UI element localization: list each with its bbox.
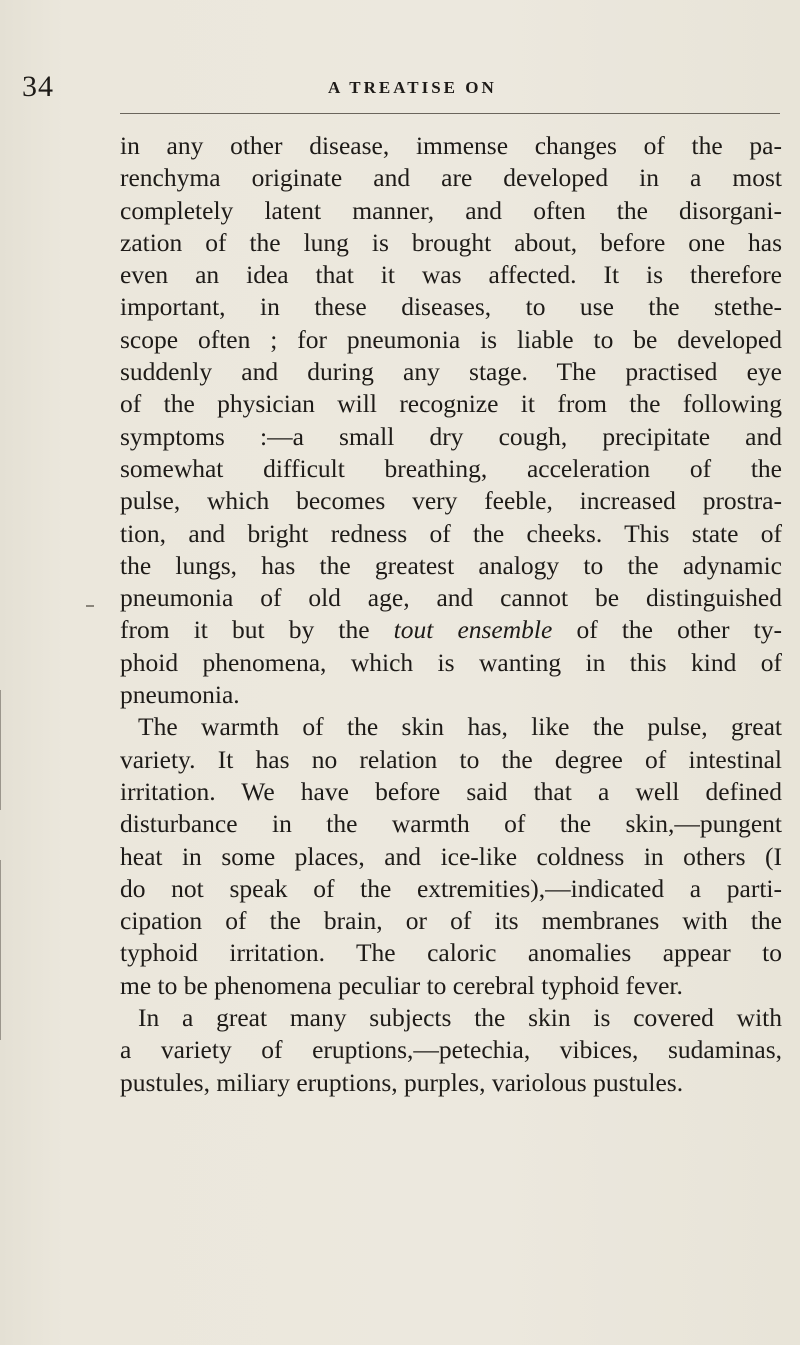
text-line: phoid phenomena, which is wanting in this kind of xyxy=(120,647,782,677)
text-line: variety. It has no relation to the degree of intestinal xyxy=(120,744,782,774)
text-line: suddenly and during any stage. The practised eye xyxy=(120,357,782,387)
text-line: pustules, miliary eruptions, purples, variolous pustules. xyxy=(120,1067,684,1097)
italic-phrase: tout ensemble xyxy=(393,615,553,645)
text-line: a variety of eruptions,—petechia, vibices, sudaminas, xyxy=(120,1035,782,1065)
text-line: scope often ; for pneumonia is liable to be developed xyxy=(120,324,782,354)
text-line: pulse, which becomes very feeble, increased prostra- xyxy=(120,486,782,516)
text-line: in any other disease, immense changes of the pa- xyxy=(120,131,782,160)
text-line: disturbance in the warmth of the skin,—pungent xyxy=(120,809,782,839)
page-edge-shadow xyxy=(0,860,1,1040)
text-segment: of the other ty- xyxy=(552,615,782,645)
running-head: A TREATISE ON xyxy=(328,78,497,97)
text-line: pneumonia of old age, and cannot be distinguished xyxy=(120,583,782,613)
text-line: completely latent manner, and often the disorgani- xyxy=(120,195,782,225)
text-segment: from it but by the xyxy=(120,615,394,645)
text-line: of the physician will recognize it from the following xyxy=(120,389,782,419)
text-line: zation of the lung is brought about, before one has xyxy=(120,227,782,257)
text-line: do not speak of the extremities),—indicated a parti- xyxy=(120,873,782,903)
text-line: renchyma originate and are developed in a most xyxy=(120,163,782,193)
text-line: important, in these diseases, to use the stethe- xyxy=(120,292,782,322)
page-number: 34 xyxy=(22,70,54,103)
text-line: me to be phenomena peculiar to cerebral typhoid fever. xyxy=(120,970,683,1000)
text-line: symptoms :—a small dry cough, precipitate and xyxy=(120,421,782,451)
text-line: heat in some places, and ice-like coldness in others (I xyxy=(120,841,782,871)
text-line: tion, and bright redness of the cheeks. This state of xyxy=(120,518,782,548)
margin-mark xyxy=(86,605,94,607)
text-line: typhoid irritation. The caloric anomalies appear to xyxy=(120,938,782,968)
text-line: even an idea that it was affected. It is therefore xyxy=(120,260,782,290)
text-line: the lungs, has the greatest analogy to the adynamic xyxy=(120,550,782,580)
paragraph-start: The warmth of the skin has, like the pulse, great xyxy=(138,712,782,742)
body-text xyxy=(120,130,782,1099)
text-line xyxy=(120,614,782,646)
page-edge-shadow xyxy=(0,690,1,810)
text-line: cipation of the brain, or of its membranes with the xyxy=(120,906,782,936)
text-line: pneumonia. xyxy=(120,680,240,710)
paragraph-start: In a great many subjects the skin is covered with xyxy=(138,1003,782,1033)
header-rule xyxy=(120,113,780,114)
text-line: irritation. We have before said that a well defined xyxy=(120,776,782,806)
text-line: somewhat difficult breathing, acceleration of the xyxy=(120,453,782,483)
